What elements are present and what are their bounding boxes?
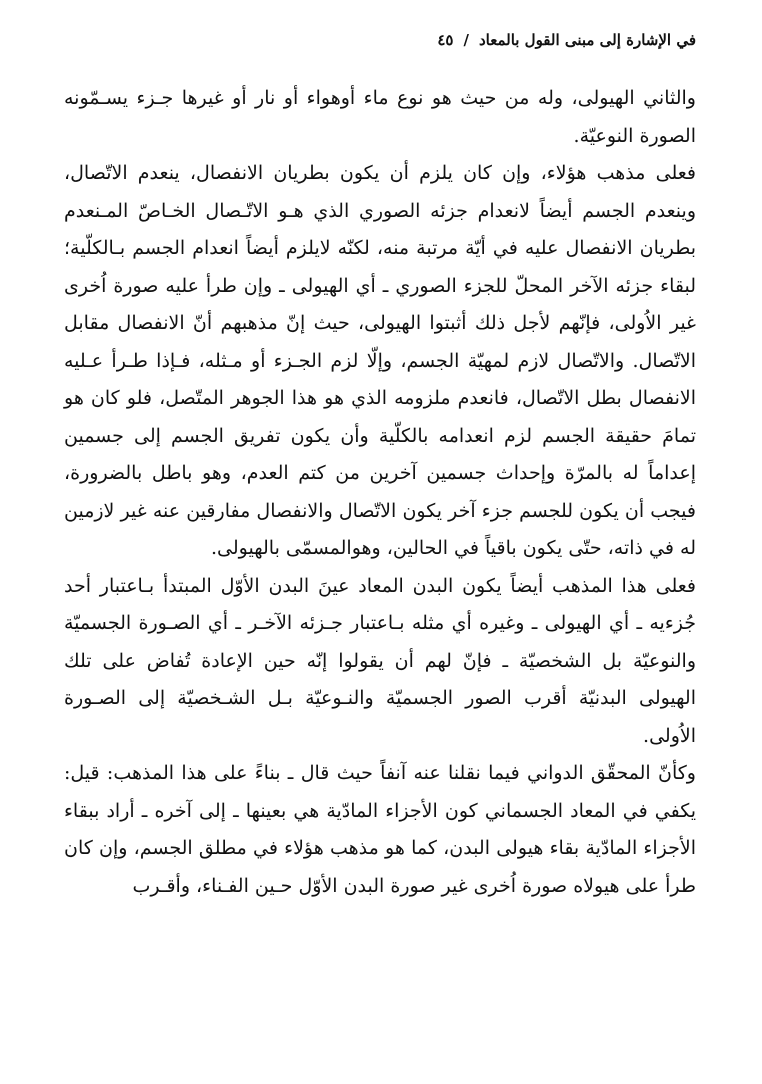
paragraph-4: وكأنّ المحقّق الدواني فيما نقلنا عنه آنفاً حيث قال ـ بناءً على هذا المذهب: قيل: يكفي في المعاد الجسماني كون الأجزاء المادّية هي بعينها ـ إلى آخره ـ أراد ببقاء الأجزاء المادّية بقاء هيولى البدن، كما هو مذهب هؤلاء في مطلق الجسم، وإن كان طرأ على هيولاه صورة اُخرى غير صورة البدن الأوّل حـين الفـناء، وأقـرب	[64, 762, 696, 897]
paragraph-1: والثاني الهيولى، وله من حيث هو نوع ماء أوهواء أو نار أو غيرها جـزء يسـمّونه الصورة النوعيّة.	[64, 87, 696, 147]
running-header	[64, 26, 696, 54]
header-title: في الإشارة إلى مبنى القول بالمعاد	[478, 31, 696, 49]
paragraph-2: فعلى مذهب هؤلاء، وإن كان يلزم أن يكون بطريان الانفصال، ينعدم الاتّصال، وينعدم الجسم أيضاً لانعدام جزئه الصوري الذي هـو الاتّـصال الخـاصّ المـنعدم بطريان الانفصال عليه في أيّة مرتبة منه، لكنّه لايلزم أيضاً انعدام الجسم بـالكلّية؛ لبقاء جزئه الآخر المحلّ للجزء الصوري ـ أي الهيولى ـ وإن طرأ عليه صورة اُخرى غير الاُولى، فإنّهم لأجل ذلك أثبتوا الهيولى، حيث إنّ مذهبهم أنّ الانفصال مقابل الاتّصال. والاتّصال لازم لمهيّة الجسم، وإلّا لزم الجـزء أو مـثله، فـإذا طـرأ عـليه الانفصال بطل الاتّصال، فانعدم ملزومه الذي هو هذا الجوهر المتّصل، فلو كان هو تمامَ حقيقة الجسم لزم انعدامه بالكلّية وأن يكون تفريق الجسم إلى جسمين إعداماً له بالمرّة وإحداث جسمين آخرين من كتم العدم، وهو باطل بالضرورة، فيجب أن يكون للجسم جزء آخر يكون الاتّصال والانفصال مفارقين عنه غير لازمين له في ذاته، حتّى يكون باقياً في الحالين، وهوالمسمّى بالهيولى.	[64, 162, 696, 559]
paragraph-3: فعلى هذا المذهب أيضاً يكون البدن المعاد عينَ البدن الأوّل المبتدأ بـاعتبار أحد جُزءيه ـ أي الهيولى ـ وغيره أي مثله بـاعتبار جـزئه الآخـر ـ أي الصـورة الجسميّة والنوعيّة بل الشخصيّة ـ فإنّ لهم أن يقولوا إنّه حين الإعادة تُفاض على تلك الهيولى البدنيّة أقرب الصور الجسميّة والنـوعيّة بـل الشـخصيّة إلى الصـورة الاُولى.	[64, 574, 696, 747]
header-separator: /	[463, 31, 469, 49]
body-text	[64, 80, 696, 905]
page-number: ٤٥	[437, 31, 454, 49]
